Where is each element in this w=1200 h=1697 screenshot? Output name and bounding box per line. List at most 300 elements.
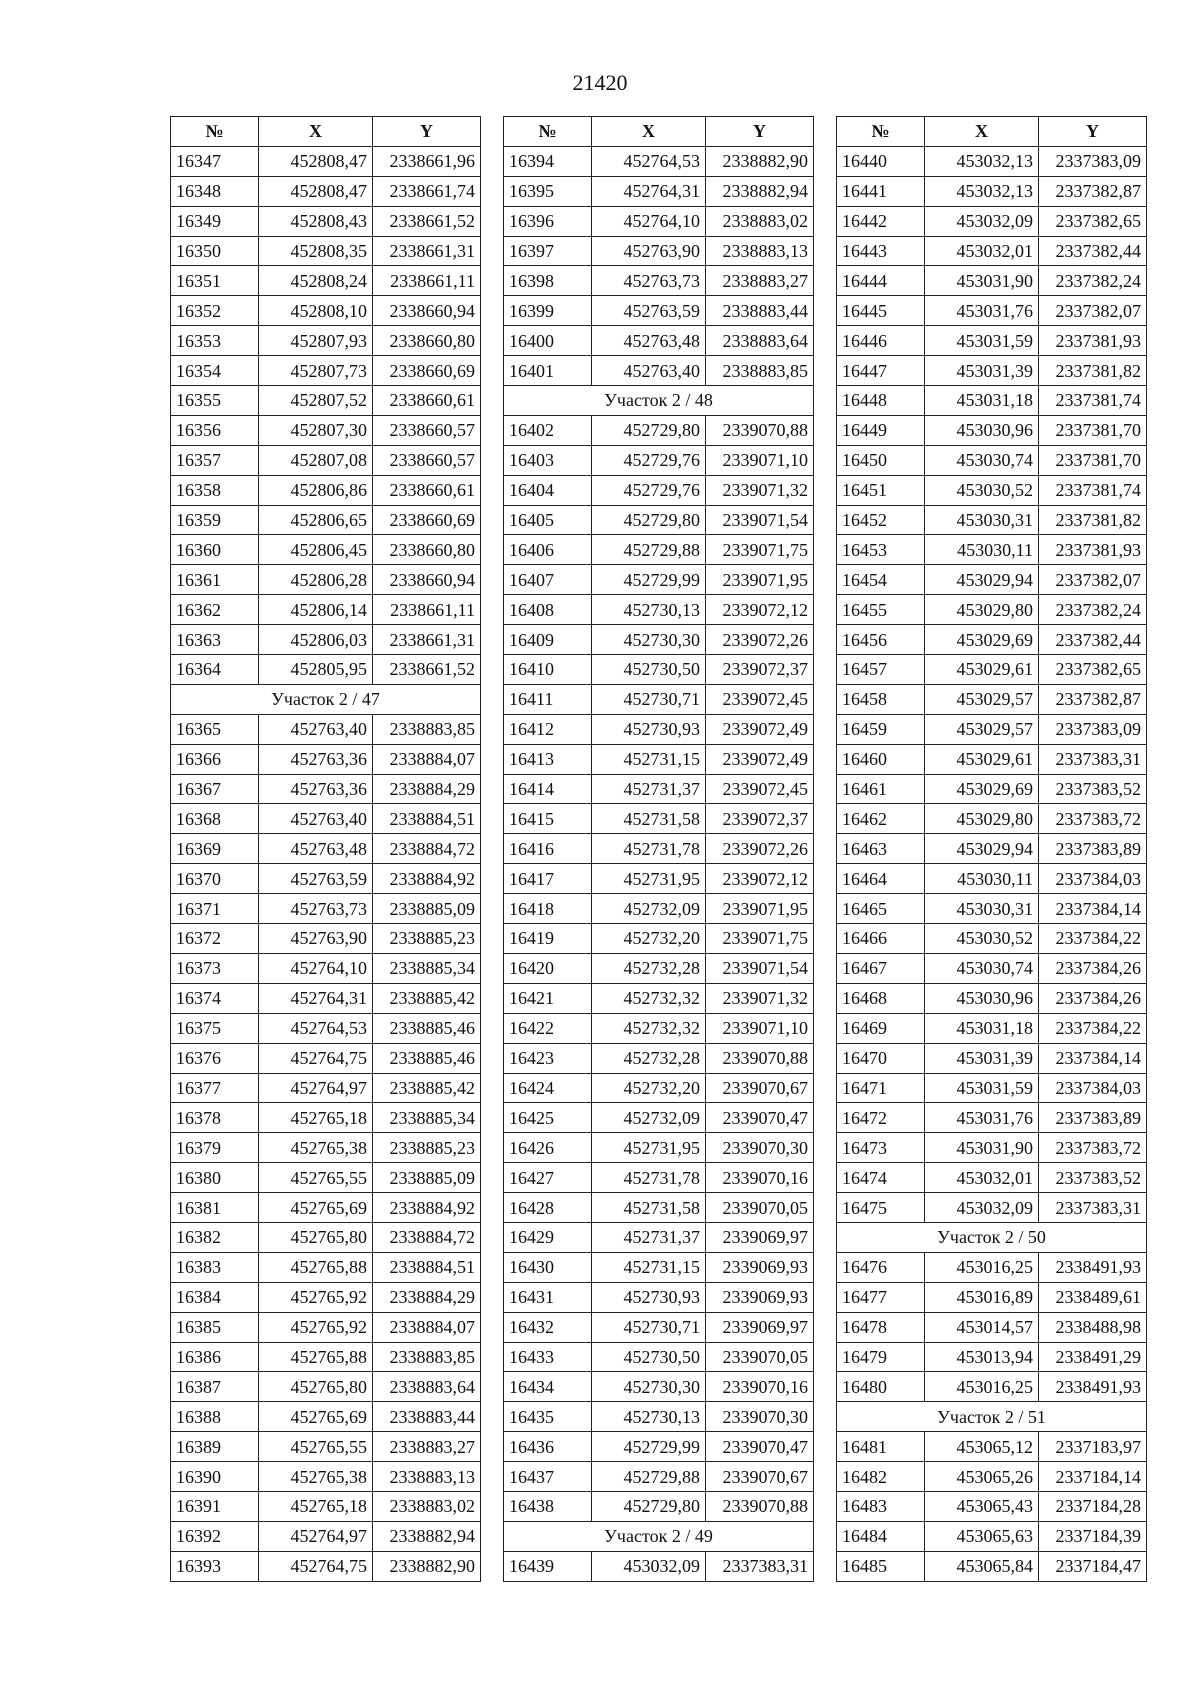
point-number-cell: 16354 <box>171 356 259 386</box>
table-row <box>504 714 814 744</box>
table-row <box>171 1103 481 1133</box>
point-number-cell: 16358 <box>171 475 259 505</box>
y-coordinate-cell: 2339072,45 <box>706 774 814 804</box>
point-number-cell: 16442 <box>837 206 925 236</box>
x-coordinate-cell: 452731,95 <box>592 1133 706 1163</box>
section-label: Участок 2 / 48 <box>504 386 814 416</box>
table-row <box>171 146 481 176</box>
table-row <box>171 953 481 983</box>
x-coordinate-cell: 452729,80 <box>592 505 706 535</box>
table-row <box>837 834 1147 864</box>
x-coordinate-cell: 452805,95 <box>259 655 373 685</box>
table-row <box>171 236 481 266</box>
point-number-cell: 16420 <box>504 953 592 983</box>
table-row <box>837 684 1147 714</box>
point-number-cell: 16463 <box>837 834 925 864</box>
y-coordinate-cell: 2338660,94 <box>373 296 481 326</box>
table-row <box>171 176 481 206</box>
x-coordinate-cell: 452730,93 <box>592 714 706 744</box>
table-header-row <box>171 117 481 147</box>
point-number-cell: 16421 <box>504 983 592 1013</box>
y-coordinate-cell: 2337383,31 <box>706 1551 814 1581</box>
point-number-cell: 16462 <box>837 804 925 834</box>
x-coordinate-cell: 452729,88 <box>592 535 706 565</box>
x-coordinate-cell: 453032,13 <box>925 176 1039 206</box>
y-coordinate-cell: 2338661,31 <box>373 625 481 655</box>
table-row <box>504 1222 814 1252</box>
x-coordinate-cell: 452764,10 <box>259 953 373 983</box>
point-number-cell: 16458 <box>837 684 925 714</box>
y-coordinate-cell: 2338884,29 <box>373 1282 481 1312</box>
point-number-cell: 16352 <box>171 296 259 326</box>
table-row <box>837 206 1147 236</box>
x-coordinate-cell: 452764,53 <box>592 146 706 176</box>
point-number-cell: 16386 <box>171 1342 259 1372</box>
table-row <box>504 1312 814 1342</box>
y-coordinate-cell: 2338885,46 <box>373 1013 481 1043</box>
point-number-cell: 16459 <box>837 714 925 744</box>
y-coordinate-cell: 2338661,52 <box>373 655 481 685</box>
table-row <box>171 864 481 894</box>
point-number-cell: 16350 <box>171 236 259 266</box>
table-row <box>504 804 814 834</box>
point-number-cell: 16348 <box>171 176 259 206</box>
point-number-cell: 16455 <box>837 595 925 625</box>
x-coordinate-cell: 452732,32 <box>592 983 706 1013</box>
point-number-cell: 16363 <box>171 625 259 655</box>
point-number-cell: 16394 <box>504 146 592 176</box>
point-number-cell: 16389 <box>171 1432 259 1462</box>
table-row <box>504 1163 814 1193</box>
y-coordinate-cell: 2338661,11 <box>373 266 481 296</box>
y-coordinate-cell: 2338884,07 <box>373 1312 481 1342</box>
table-row <box>504 1133 814 1163</box>
table-row <box>171 1193 481 1223</box>
point-number-cell: 16471 <box>837 1073 925 1103</box>
table-row <box>837 924 1147 954</box>
y-coordinate-cell: 2337382,44 <box>1039 625 1147 655</box>
point-number-cell: 16483 <box>837 1491 925 1521</box>
section-row <box>504 386 814 416</box>
x-coordinate-cell: 453029,61 <box>925 655 1039 685</box>
section-label: Участок 2 / 50 <box>837 1222 1147 1252</box>
y-coordinate-cell: 2339071,32 <box>706 983 814 1013</box>
x-coordinate-cell: 452763,36 <box>259 744 373 774</box>
y-coordinate-cell: 2338885,34 <box>373 1103 481 1133</box>
y-coordinate-cell: 2338491,93 <box>1039 1372 1147 1402</box>
point-number-cell: 16365 <box>171 714 259 744</box>
point-number-cell: 16410 <box>504 655 592 685</box>
x-coordinate-cell: 452763,90 <box>259 924 373 954</box>
point-number-cell: 16443 <box>837 236 925 266</box>
table-row <box>171 386 481 416</box>
table-row <box>504 684 814 714</box>
point-number-cell: 16467 <box>837 953 925 983</box>
x-coordinate-cell: 452729,88 <box>592 1462 706 1492</box>
point-number-cell: 16465 <box>837 894 925 924</box>
table-row <box>837 1103 1147 1133</box>
y-coordinate-cell: 2338660,57 <box>373 445 481 475</box>
x-coordinate-cell: 452731,58 <box>592 804 706 834</box>
table-row <box>504 1372 814 1402</box>
table-row <box>171 1551 481 1581</box>
y-coordinate-cell: 2337381,74 <box>1039 386 1147 416</box>
point-number-cell: 16441 <box>837 176 925 206</box>
y-coordinate-cell: 2338885,23 <box>373 924 481 954</box>
point-number-cell: 16388 <box>171 1402 259 1432</box>
x-coordinate-cell: 453065,84 <box>925 1551 1039 1581</box>
table-row <box>171 206 481 236</box>
point-number-cell: 16427 <box>504 1163 592 1193</box>
x-coordinate-cell: 452808,47 <box>259 176 373 206</box>
point-number-cell: 16484 <box>837 1521 925 1551</box>
x-coordinate-cell: 453065,26 <box>925 1462 1039 1492</box>
point-number-cell: 16424 <box>504 1073 592 1103</box>
table-row <box>171 1043 481 1073</box>
point-number-cell: 16357 <box>171 445 259 475</box>
y-coordinate-cell: 2338660,61 <box>373 475 481 505</box>
x-coordinate-cell: 453030,11 <box>925 864 1039 894</box>
point-number-cell: 16469 <box>837 1013 925 1043</box>
x-coordinate-cell: 452764,75 <box>259 1043 373 1073</box>
point-number-cell: 16379 <box>171 1133 259 1163</box>
point-number-cell: 16481 <box>837 1432 925 1462</box>
table-row <box>837 804 1147 834</box>
y-coordinate-cell: 2337184,47 <box>1039 1551 1147 1581</box>
header-number: № <box>171 117 259 147</box>
table-row <box>171 535 481 565</box>
y-coordinate-cell: 2339071,95 <box>706 894 814 924</box>
x-coordinate-cell: 452806,03 <box>259 625 373 655</box>
table-row <box>171 924 481 954</box>
table-row <box>504 1193 814 1223</box>
x-coordinate-cell: 452732,20 <box>592 924 706 954</box>
x-coordinate-cell: 452764,31 <box>592 176 706 206</box>
table-row <box>837 535 1147 565</box>
table-row <box>504 1013 814 1043</box>
x-coordinate-cell: 452730,50 <box>592 655 706 685</box>
y-coordinate-cell: 2338661,11 <box>373 595 481 625</box>
point-number-cell: 16468 <box>837 983 925 1013</box>
table-row <box>837 1342 1147 1372</box>
header-number: № <box>837 117 925 147</box>
point-number-cell: 16434 <box>504 1372 592 1402</box>
x-coordinate-cell: 452765,55 <box>259 1163 373 1193</box>
table-header-row <box>837 117 1147 147</box>
y-coordinate-cell: 2337184,39 <box>1039 1521 1147 1551</box>
table-row <box>504 206 814 236</box>
table-row <box>504 1551 814 1581</box>
y-coordinate-cell: 2338660,61 <box>373 386 481 416</box>
y-coordinate-cell: 2339070,05 <box>706 1342 814 1372</box>
table-row <box>837 326 1147 356</box>
x-coordinate-cell: 453031,90 <box>925 1133 1039 1163</box>
y-coordinate-cell: 2337383,52 <box>1039 1163 1147 1193</box>
point-number-cell: 16407 <box>504 565 592 595</box>
x-coordinate-cell: 453032,13 <box>925 146 1039 176</box>
point-number-cell: 16474 <box>837 1163 925 1193</box>
y-coordinate-cell: 2339072,26 <box>706 625 814 655</box>
point-number-cell: 16417 <box>504 864 592 894</box>
x-coordinate-cell: 453016,25 <box>925 1372 1039 1402</box>
table-row <box>171 505 481 535</box>
point-number-cell: 16432 <box>504 1312 592 1342</box>
x-coordinate-cell: 452764,75 <box>259 1551 373 1581</box>
y-coordinate-cell: 2337382,65 <box>1039 206 1147 236</box>
y-coordinate-cell: 2337184,14 <box>1039 1462 1147 1492</box>
y-coordinate-cell: 2338885,42 <box>373 1073 481 1103</box>
header-number: № <box>504 117 592 147</box>
x-coordinate-cell: 452732,20 <box>592 1073 706 1103</box>
table-row <box>837 1013 1147 1043</box>
x-coordinate-cell: 453065,43 <box>925 1491 1039 1521</box>
x-coordinate-cell: 452764,97 <box>259 1073 373 1103</box>
table-row <box>171 445 481 475</box>
y-coordinate-cell: 2337383,09 <box>1039 146 1147 176</box>
x-coordinate-cell: 452765,92 <box>259 1312 373 1342</box>
table-row <box>837 266 1147 296</box>
y-coordinate-cell: 2338884,51 <box>373 804 481 834</box>
table-row <box>171 1073 481 1103</box>
y-coordinate-cell: 2339070,67 <box>706 1073 814 1103</box>
table-row <box>837 1551 1147 1581</box>
y-coordinate-cell: 2338883,13 <box>706 236 814 266</box>
x-coordinate-cell: 452807,30 <box>259 415 373 445</box>
table-row <box>504 744 814 774</box>
point-number-cell: 16353 <box>171 326 259 356</box>
section-row <box>504 1521 814 1551</box>
table-row <box>504 1103 814 1133</box>
y-coordinate-cell: 2338883,02 <box>373 1491 481 1521</box>
y-coordinate-cell: 2339069,97 <box>706 1312 814 1342</box>
table-row <box>837 953 1147 983</box>
section-row <box>171 684 481 714</box>
x-coordinate-cell: 453030,52 <box>925 475 1039 505</box>
point-number-cell: 16438 <box>504 1491 592 1521</box>
y-coordinate-cell: 2339072,12 <box>706 864 814 894</box>
point-number-cell: 16383 <box>171 1252 259 1282</box>
y-coordinate-cell: 2339072,49 <box>706 744 814 774</box>
point-number-cell: 16451 <box>837 475 925 505</box>
header-x: X <box>259 117 373 147</box>
header-y: Y <box>1039 117 1147 147</box>
x-coordinate-cell: 452730,30 <box>592 1372 706 1402</box>
point-number-cell: 16416 <box>504 834 592 864</box>
x-coordinate-cell: 452730,71 <box>592 1312 706 1342</box>
table-row <box>504 1073 814 1103</box>
x-coordinate-cell: 452763,48 <box>592 326 706 356</box>
point-number-cell: 16448 <box>837 386 925 416</box>
x-coordinate-cell: 452731,15 <box>592 1252 706 1282</box>
y-coordinate-cell: 2337383,72 <box>1039 804 1147 834</box>
y-coordinate-cell: 2339071,95 <box>706 565 814 595</box>
point-number-cell: 16395 <box>504 176 592 206</box>
x-coordinate-cell: 452765,18 <box>259 1103 373 1133</box>
table-row <box>171 1222 481 1252</box>
y-coordinate-cell: 2337382,24 <box>1039 595 1147 625</box>
y-coordinate-cell: 2337383,31 <box>1039 744 1147 774</box>
y-coordinate-cell: 2338883,13 <box>373 1462 481 1492</box>
y-coordinate-cell: 2338488,98 <box>1039 1312 1147 1342</box>
point-number-cell: 16453 <box>837 535 925 565</box>
point-number-cell: 16384 <box>171 1282 259 1312</box>
y-coordinate-cell: 2338883,85 <box>373 714 481 744</box>
table-row <box>171 356 481 386</box>
point-number-cell: 16400 <box>504 326 592 356</box>
table-row <box>837 296 1147 326</box>
x-coordinate-cell: 452729,99 <box>592 1432 706 1462</box>
y-coordinate-cell: 2339071,32 <box>706 475 814 505</box>
y-coordinate-cell: 2338882,94 <box>706 176 814 206</box>
y-coordinate-cell: 2337382,87 <box>1039 176 1147 206</box>
x-coordinate-cell: 452731,15 <box>592 744 706 774</box>
table-row <box>171 326 481 356</box>
table-row <box>837 1252 1147 1282</box>
point-number-cell: 16382 <box>171 1222 259 1252</box>
x-coordinate-cell: 452764,97 <box>259 1521 373 1551</box>
table-row <box>837 565 1147 595</box>
point-number-cell: 16419 <box>504 924 592 954</box>
x-coordinate-cell: 453029,61 <box>925 744 1039 774</box>
x-coordinate-cell: 453030,31 <box>925 505 1039 535</box>
x-coordinate-cell: 452763,73 <box>592 266 706 296</box>
point-number-cell: 16436 <box>504 1432 592 1462</box>
point-number-cell: 16485 <box>837 1551 925 1581</box>
point-number-cell: 16480 <box>837 1372 925 1402</box>
x-coordinate-cell: 452763,73 <box>259 894 373 924</box>
point-number-cell: 16361 <box>171 565 259 595</box>
point-number-cell: 16370 <box>171 864 259 894</box>
header-y: Y <box>706 117 814 147</box>
x-coordinate-cell: 453032,01 <box>925 236 1039 266</box>
y-coordinate-cell: 2339071,54 <box>706 953 814 983</box>
table-row <box>504 625 814 655</box>
table-row <box>837 146 1147 176</box>
table-row <box>504 983 814 1013</box>
x-coordinate-cell: 452807,08 <box>259 445 373 475</box>
y-coordinate-cell: 2339071,75 <box>706 924 814 954</box>
x-coordinate-cell: 452807,93 <box>259 326 373 356</box>
x-coordinate-cell: 452729,76 <box>592 445 706 475</box>
y-coordinate-cell: 2338882,94 <box>373 1521 481 1551</box>
point-number-cell: 16378 <box>171 1103 259 1133</box>
point-number-cell: 16456 <box>837 625 925 655</box>
x-coordinate-cell: 453032,09 <box>925 1193 1039 1223</box>
y-coordinate-cell: 2339069,93 <box>706 1282 814 1312</box>
table-row <box>837 386 1147 416</box>
y-coordinate-cell: 2338660,80 <box>373 535 481 565</box>
point-number-cell: 16349 <box>171 206 259 236</box>
table-row <box>504 296 814 326</box>
point-number-cell: 16380 <box>171 1163 259 1193</box>
point-number-cell: 16408 <box>504 595 592 625</box>
y-coordinate-cell: 2337384,22 <box>1039 924 1147 954</box>
table-row <box>504 1491 814 1521</box>
x-coordinate-cell: 453065,12 <box>925 1432 1039 1462</box>
x-coordinate-cell: 452730,50 <box>592 1342 706 1372</box>
point-number-cell: 16398 <box>504 266 592 296</box>
x-coordinate-cell: 452731,78 <box>592 834 706 864</box>
y-coordinate-cell: 2338883,85 <box>373 1342 481 1372</box>
y-coordinate-cell: 2339070,88 <box>706 1043 814 1073</box>
table-row <box>171 1013 481 1043</box>
point-number-cell: 16397 <box>504 236 592 266</box>
y-coordinate-cell: 2338884,92 <box>373 864 481 894</box>
table-row <box>171 1432 481 1462</box>
table-row <box>504 356 814 386</box>
y-coordinate-cell: 2339072,12 <box>706 595 814 625</box>
table-row <box>171 804 481 834</box>
point-number-cell: 16460 <box>837 744 925 774</box>
y-coordinate-cell: 2338885,42 <box>373 983 481 1013</box>
y-coordinate-cell: 2339070,88 <box>706 1491 814 1521</box>
table-row <box>171 834 481 864</box>
point-number-cell: 16423 <box>504 1043 592 1073</box>
table-row <box>171 1402 481 1432</box>
table-row <box>171 625 481 655</box>
y-coordinate-cell: 2337383,09 <box>1039 714 1147 744</box>
table-row <box>504 505 814 535</box>
x-coordinate-cell: 452806,65 <box>259 505 373 535</box>
table-row <box>504 1432 814 1462</box>
point-number-cell: 16396 <box>504 206 592 236</box>
y-coordinate-cell: 2338883,02 <box>706 206 814 236</box>
point-number-cell: 16377 <box>171 1073 259 1103</box>
table-row <box>171 1491 481 1521</box>
x-coordinate-cell: 453031,59 <box>925 1073 1039 1103</box>
table-row <box>504 894 814 924</box>
x-coordinate-cell: 452765,69 <box>259 1193 373 1223</box>
table-row <box>504 326 814 356</box>
point-number-cell: 16393 <box>171 1551 259 1581</box>
x-coordinate-cell: 452730,13 <box>592 595 706 625</box>
x-coordinate-cell: 452765,88 <box>259 1342 373 1372</box>
point-number-cell: 16476 <box>837 1252 925 1282</box>
x-coordinate-cell: 453029,57 <box>925 714 1039 744</box>
x-coordinate-cell: 452808,10 <box>259 296 373 326</box>
y-coordinate-cell: 2337384,22 <box>1039 1013 1147 1043</box>
table-row <box>171 475 481 505</box>
x-coordinate-cell: 452731,78 <box>592 1163 706 1193</box>
table-row <box>171 774 481 804</box>
point-number-cell: 16426 <box>504 1133 592 1163</box>
y-coordinate-cell: 2339070,47 <box>706 1103 814 1133</box>
point-number-cell: 16406 <box>504 535 592 565</box>
y-coordinate-cell: 2337381,93 <box>1039 535 1147 565</box>
x-coordinate-cell: 453030,96 <box>925 983 1039 1013</box>
y-coordinate-cell: 2337381,70 <box>1039 445 1147 475</box>
x-coordinate-cell: 452808,47 <box>259 146 373 176</box>
table-row <box>504 535 814 565</box>
table-row <box>837 176 1147 206</box>
point-number-cell: 16414 <box>504 774 592 804</box>
y-coordinate-cell: 2337383,89 <box>1039 1103 1147 1133</box>
y-coordinate-cell: 2337384,26 <box>1039 983 1147 1013</box>
table-row <box>171 1163 481 1193</box>
table-row <box>171 595 481 625</box>
x-coordinate-cell: 452732,28 <box>592 953 706 983</box>
y-coordinate-cell: 2337382,44 <box>1039 236 1147 266</box>
y-coordinate-cell: 2338491,29 <box>1039 1342 1147 1372</box>
point-number-cell: 16445 <box>837 296 925 326</box>
table-row <box>504 415 814 445</box>
y-coordinate-cell: 2337383,52 <box>1039 774 1147 804</box>
table-row <box>837 983 1147 1013</box>
table-row <box>837 894 1147 924</box>
y-coordinate-cell: 2339069,97 <box>706 1222 814 1252</box>
table-row <box>171 1312 481 1342</box>
point-number-cell: 16429 <box>504 1222 592 1252</box>
